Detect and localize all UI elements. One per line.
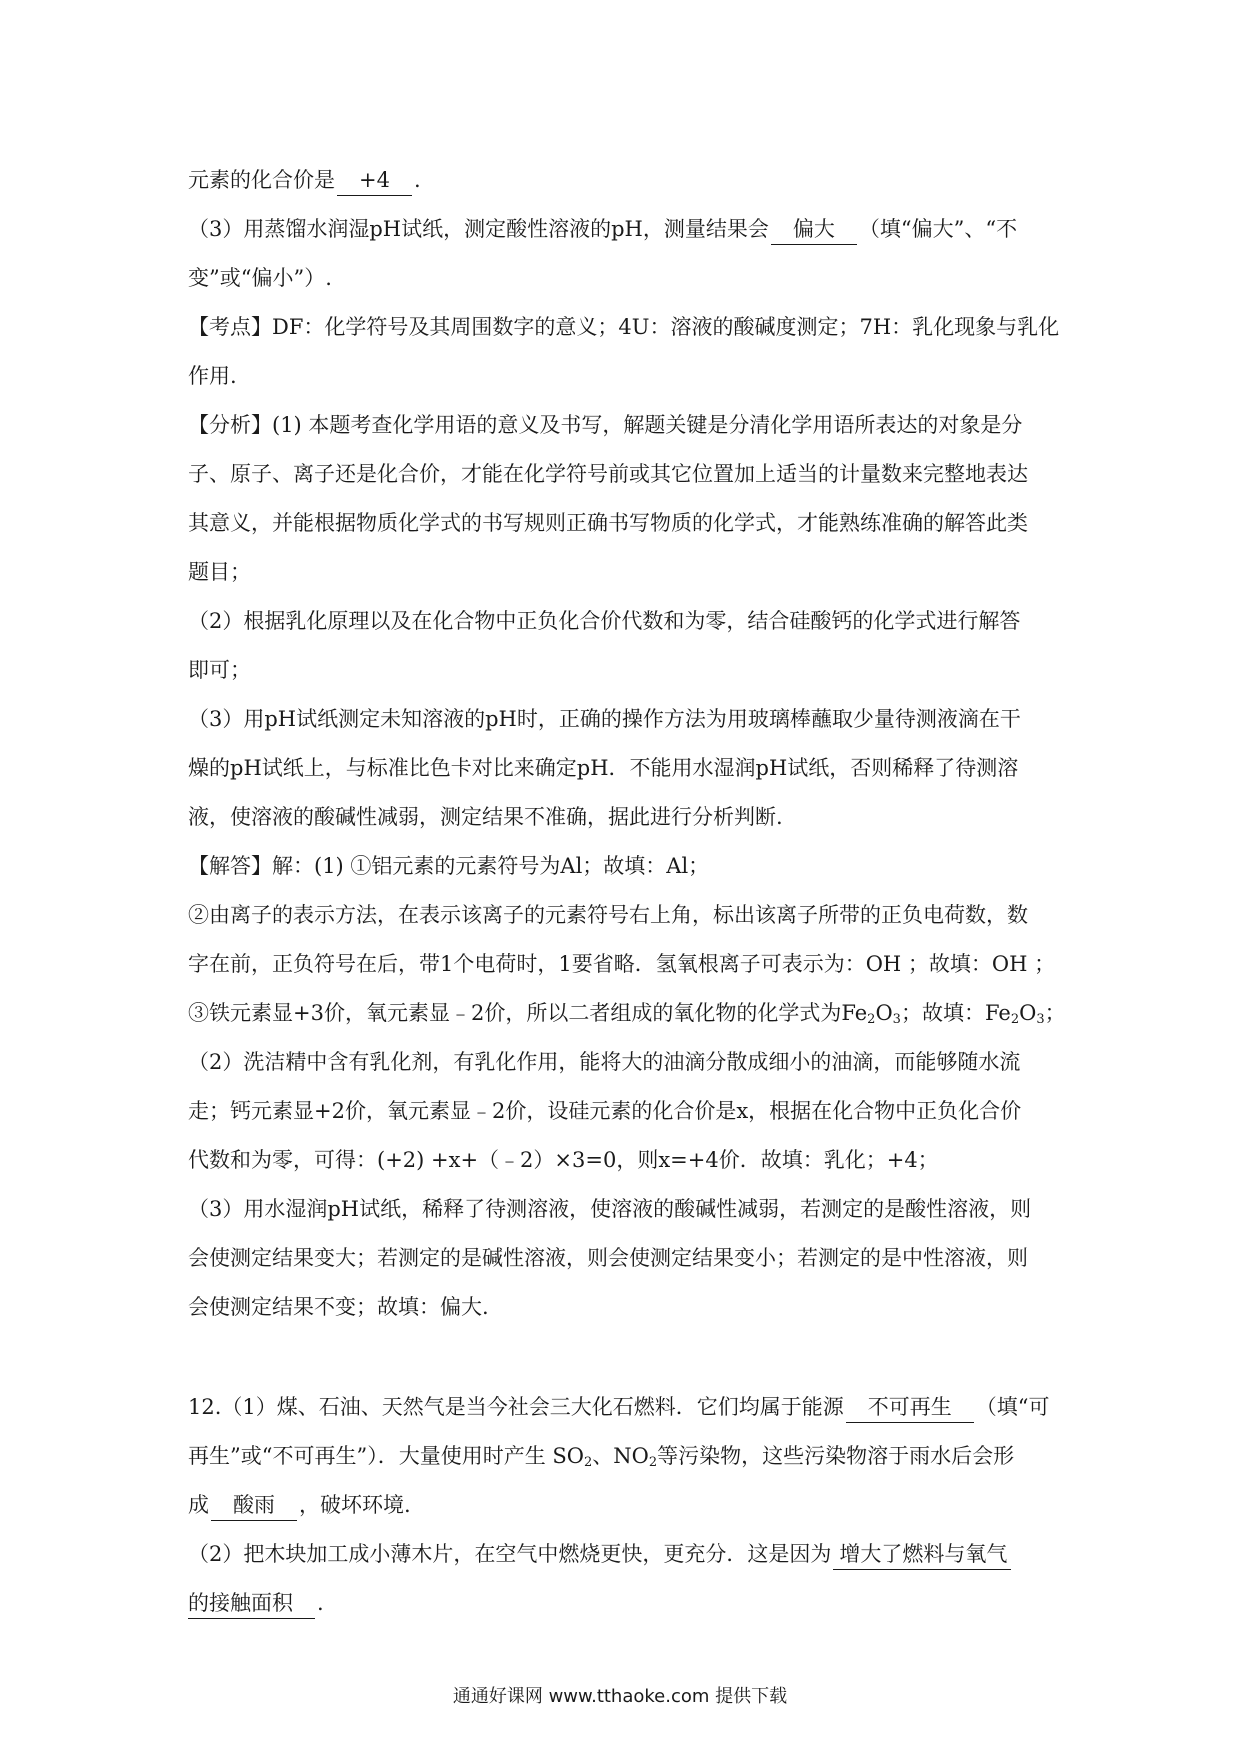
text-segment: 等污染物，这些污染物溶于雨水后会形 bbox=[657, 1444, 1015, 1468]
footer-watermark: 通通好课网 www.tthaoke.com 提供下载 bbox=[452, 1686, 788, 1707]
text-segment: （填“偏大”、“不 bbox=[858, 217, 1018, 241]
text-segment: ；故填：Fe bbox=[900, 1001, 1011, 1025]
text-line: （2）洗洁精中含有乳化剂，有乳化作用，能将大的油滴分散成细小的油滴，而能够随水流 bbox=[188, 1050, 1021, 1074]
answer-blank: +4 bbox=[337, 165, 412, 196]
text-segment: 再生”或“不可再生”）．大量使用时产生 SO bbox=[188, 1444, 584, 1468]
text-segment: . bbox=[413, 168, 421, 192]
paragraph-gap bbox=[188, 1332, 1058, 1383]
text-line: 会使测定结果变大；若测定的是碱性溶液，则会使测定结果变小；若测定的是中性溶液，则 bbox=[188, 1246, 1028, 1270]
text-segment: 元素的化合价是 bbox=[188, 168, 335, 192]
text-segment: ； bbox=[1044, 1001, 1066, 1025]
text-line: （2）根据乳化原理以及在化合物中正负化合价代数和为零，结合硅酸钙的化学式进行解答 bbox=[188, 609, 1021, 633]
text-line: 液，使溶液的酸碱性减弱，测定结果不准确，据此进行分析判断. bbox=[188, 805, 783, 829]
text-segment: O bbox=[875, 1001, 893, 1025]
text-line bbox=[188, 1530, 1058, 1579]
text-line: 其意义，并能根据物质化学式的书写规则正确书写物质的化学式，才能熟练准确的解答此类 bbox=[188, 511, 1028, 535]
text-line: 子、原子、离子还是化合价，才能在化学符号前或其它位置加上适当的计量数来完整地表达 bbox=[188, 462, 1028, 486]
text-segment: 成 bbox=[188, 1493, 209, 1517]
answer-blank: 增大了燃料与氧气 bbox=[833, 1539, 1011, 1570]
text-segment: （填“可 bbox=[975, 1395, 1050, 1419]
text-segment: 、NO bbox=[592, 1444, 649, 1468]
text-line: 字在前，正负符号在后，带1个电荷时，1要省略．氢氧根离子可表示为：OH ；故填：OH ； bbox=[188, 952, 1056, 976]
kaodian-line: 【考点】DF：化学符号及其周围数字的意义；4U：溶液的酸碱度测定；7H：乳化现象与乳化 bbox=[188, 315, 1060, 339]
text-line: 代数和为零，可得：(+2) +x+（﹣2）×3=0，则x=+4价．故填：乳化；+4； bbox=[188, 1148, 939, 1172]
text-segment: （3）用蒸馏水润湿pH试纸，测定酸性溶液的pH，测量结果会 bbox=[188, 217, 769, 241]
document-body bbox=[188, 156, 1066, 1628]
subscript: 2 bbox=[583, 1455, 593, 1470]
text-line bbox=[188, 1579, 1058, 1628]
text-segment: （2）把木块加工成小薄木片，在空气中燃烧更快，更充分．这是因为 bbox=[188, 1542, 832, 1566]
text-line: 即可； bbox=[188, 658, 251, 682]
text-line: 变”或“偏小”）. bbox=[188, 266, 332, 290]
subscript: 2 bbox=[867, 1012, 876, 1027]
answer-blank: 偏大 bbox=[771, 214, 857, 245]
text-segment: . bbox=[317, 1591, 324, 1615]
question-12-line bbox=[188, 1383, 1058, 1432]
text-line: ②由离子的表示方法，在表示该离子的元素符号右上角，标出该离子所带的正负电荷数，数 bbox=[188, 903, 1028, 927]
answer-blank: 不可再生 bbox=[846, 1392, 974, 1423]
text-line bbox=[188, 989, 1066, 1038]
text-line: 燥的pH试纸上，与标准比色卡对比来确定pH．不能用水湿润pH试纸，否则稀释了待测溶 bbox=[188, 756, 1019, 780]
text-line: （3）用水湿润pH试纸，稀释了待测溶液，使溶液的酸碱性减弱，若测定的是酸性溶液，则 bbox=[188, 1197, 1032, 1221]
answer-blank: 酸雨 bbox=[211, 1490, 297, 1521]
fenxi-line: 【分析】(1) 本题考查化学用语的意义及书写，解题关键是分清化学用语所表达的对象是分 bbox=[188, 413, 1023, 437]
text-segment: O bbox=[1019, 1001, 1037, 1025]
subscript: 3 bbox=[892, 1012, 901, 1027]
text-line: 走；钙元素显+2价，氧元素显﹣2价，设硅元素的化合价是x，根据在化合物中正负化合价 bbox=[188, 1099, 1022, 1123]
text-line: 题目； bbox=[188, 560, 251, 584]
jieda-line: 【解答】解：(1) ①铝元素的元素符号为Al；故填：Al； bbox=[188, 854, 710, 878]
text-segment: 12.（1）煤、石油、天然气是当今社会三大化石燃料．它们均属于能源 bbox=[188, 1395, 844, 1419]
text-line: 会使测定结果不变；故填：偏大. bbox=[188, 1295, 489, 1319]
subscript: 2 bbox=[1010, 1012, 1020, 1027]
text-line bbox=[188, 156, 1058, 205]
text-line: 作用. bbox=[188, 364, 237, 388]
subscript: 3 bbox=[1036, 1012, 1045, 1027]
subscript: 2 bbox=[648, 1455, 658, 1470]
text-segment: ，破坏环境. bbox=[299, 1493, 411, 1517]
text-line bbox=[188, 1432, 1058, 1481]
text-segment: ③铁元素显+3价，氧元素显﹣2价，所以二者组成的氧化物的化学式为Fe bbox=[188, 1001, 868, 1025]
text-line bbox=[188, 1481, 1058, 1530]
answer-blank: 的接触面积 bbox=[188, 1588, 315, 1619]
text-line: （3）用pH试纸测定未知溶液的pH时，正确的操作方法为用玻璃棒蘸取少量待测液滴在干 bbox=[188, 707, 1021, 731]
text-line bbox=[188, 205, 1058, 254]
